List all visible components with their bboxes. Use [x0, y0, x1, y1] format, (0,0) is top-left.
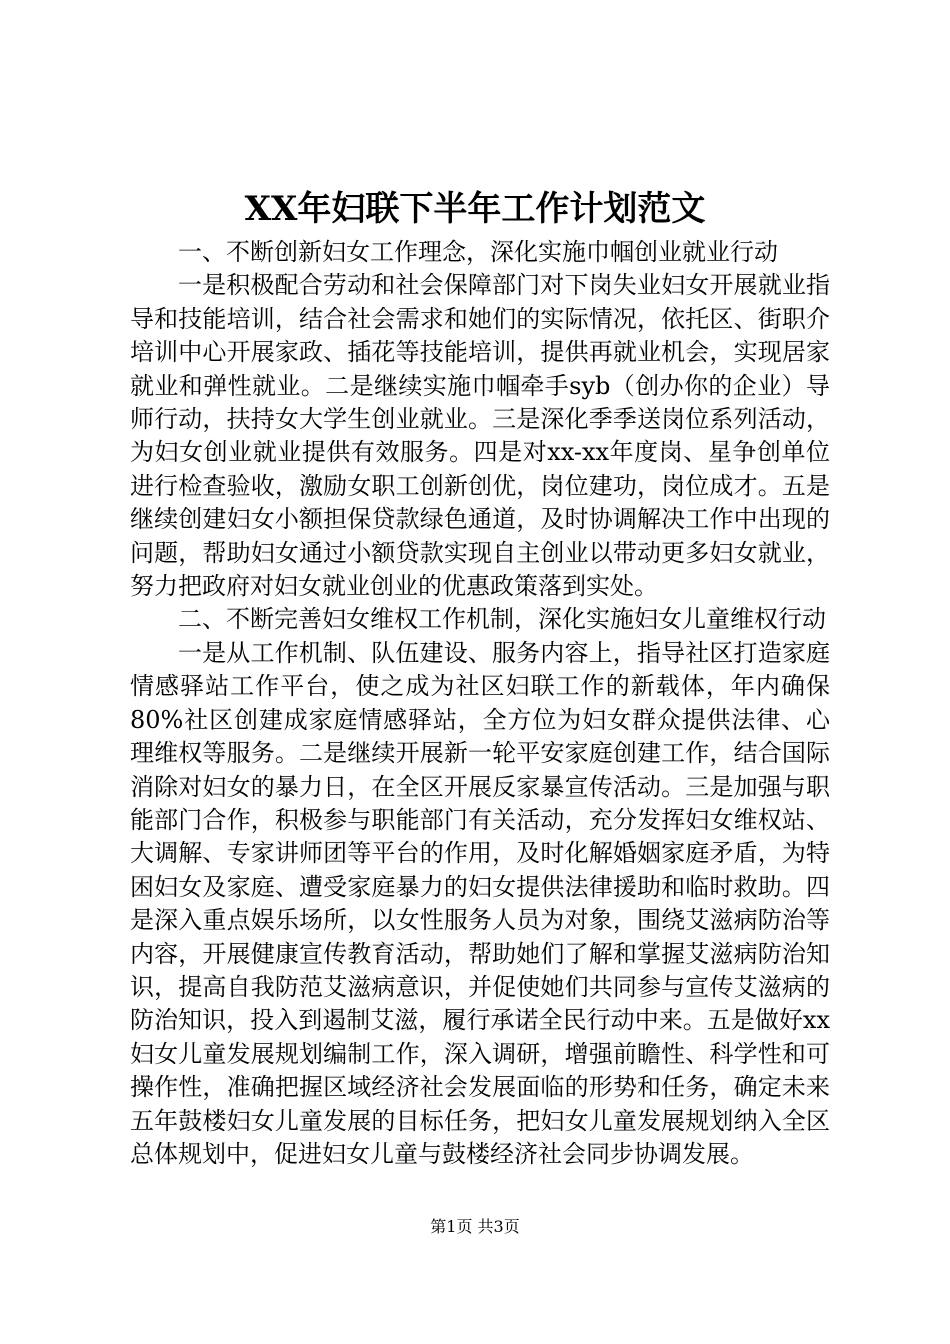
- section-paragraph-1: 一是积极配合劳动和社会保障部门对下岗失业妇女开展就业指导和技能培训，结合社会需求和她们的实际情况，依托区、街职介培训中心开展家政、插花等技能培训，提供再就业机会，实现居家就业和弹性就业。二是继续实施巾帼牵手syb（创办你的企业）导师行动，扶持女大学生创业就业。三是深化季季送岗位系列活动，为妇女创业就业提供有效服务。四是对xx-xx年度岗、星争创单位进行检查验收，激励女职工创新创优，岗位建功，岗位成才。五是继续创建妇女小额担保贷款绿色通道，及时协调解决工作中出现的问题，帮助妇女通过小额贷款实现自主创业以带动更多妇女就业，努力把政府对妇女就业创业的优惠政策落到实处。: [130, 271, 830, 601]
- document-body: [130, 236, 830, 1171]
- document-title: XX年妇联下半年工作计划范文: [244, 189, 706, 229]
- section-heading-1: 一、不断创新妇女工作理念，深化实施巾帼创业就业行动: [178, 238, 778, 266]
- section-heading-2: 二、不断完善妇女维权工作机制，深化实施妇女儿童维权行动: [178, 605, 826, 634]
- page-footer: 第1页 共3页: [430, 1217, 520, 1236]
- section-paragraph-2: 一是从工作机制、队伍建设、服务内容上，指导社区打造家庭情感驿站工作平台，使之成为社区妇联工作的新载体，年内确保80%社区创建成家庭情感驿站，全方位为妇女群众提供法律、心理维权等服务。二是继续开展新一轮平安家庭创建工作，结合国际消除对妇女的暴力日，在全区开展反家暴宣传活动。三是加强与职能部门合作，积极参与职能部门有关活动，充分发挥妇女维权站、大调解、专家讲师团等平台的作用，及时化解婚姻家庭矛盾，为特困妇女及家庭、遭受家庭暴力的妇女提供法律援助和临时救助。四是深入重点娱乐场所，以女性服务人员为对象，围绕艾滋病防治等内容，开展健康宣传教育活动，帮助她们了解和掌握艾滋病防治知识，提高自我防范艾滋病意识，并促使她们共同参与宣传艾滋病的防治知识，投入到遏制艾滋，履行承诺全民行动中来。五是做好xx妇女儿童发展规划编制工作，深入调研，增强前瞻性、科学性和可操作性，准确把握区域经济社会发展面临的形势和任务，确定未来五年鼓楼妇女儿童发展的目标任务，把妇女儿童发展规划纳入全区总体规划中，促进妇女儿童与鼓楼经济社会同步协调发展。: [130, 638, 830, 1168]
